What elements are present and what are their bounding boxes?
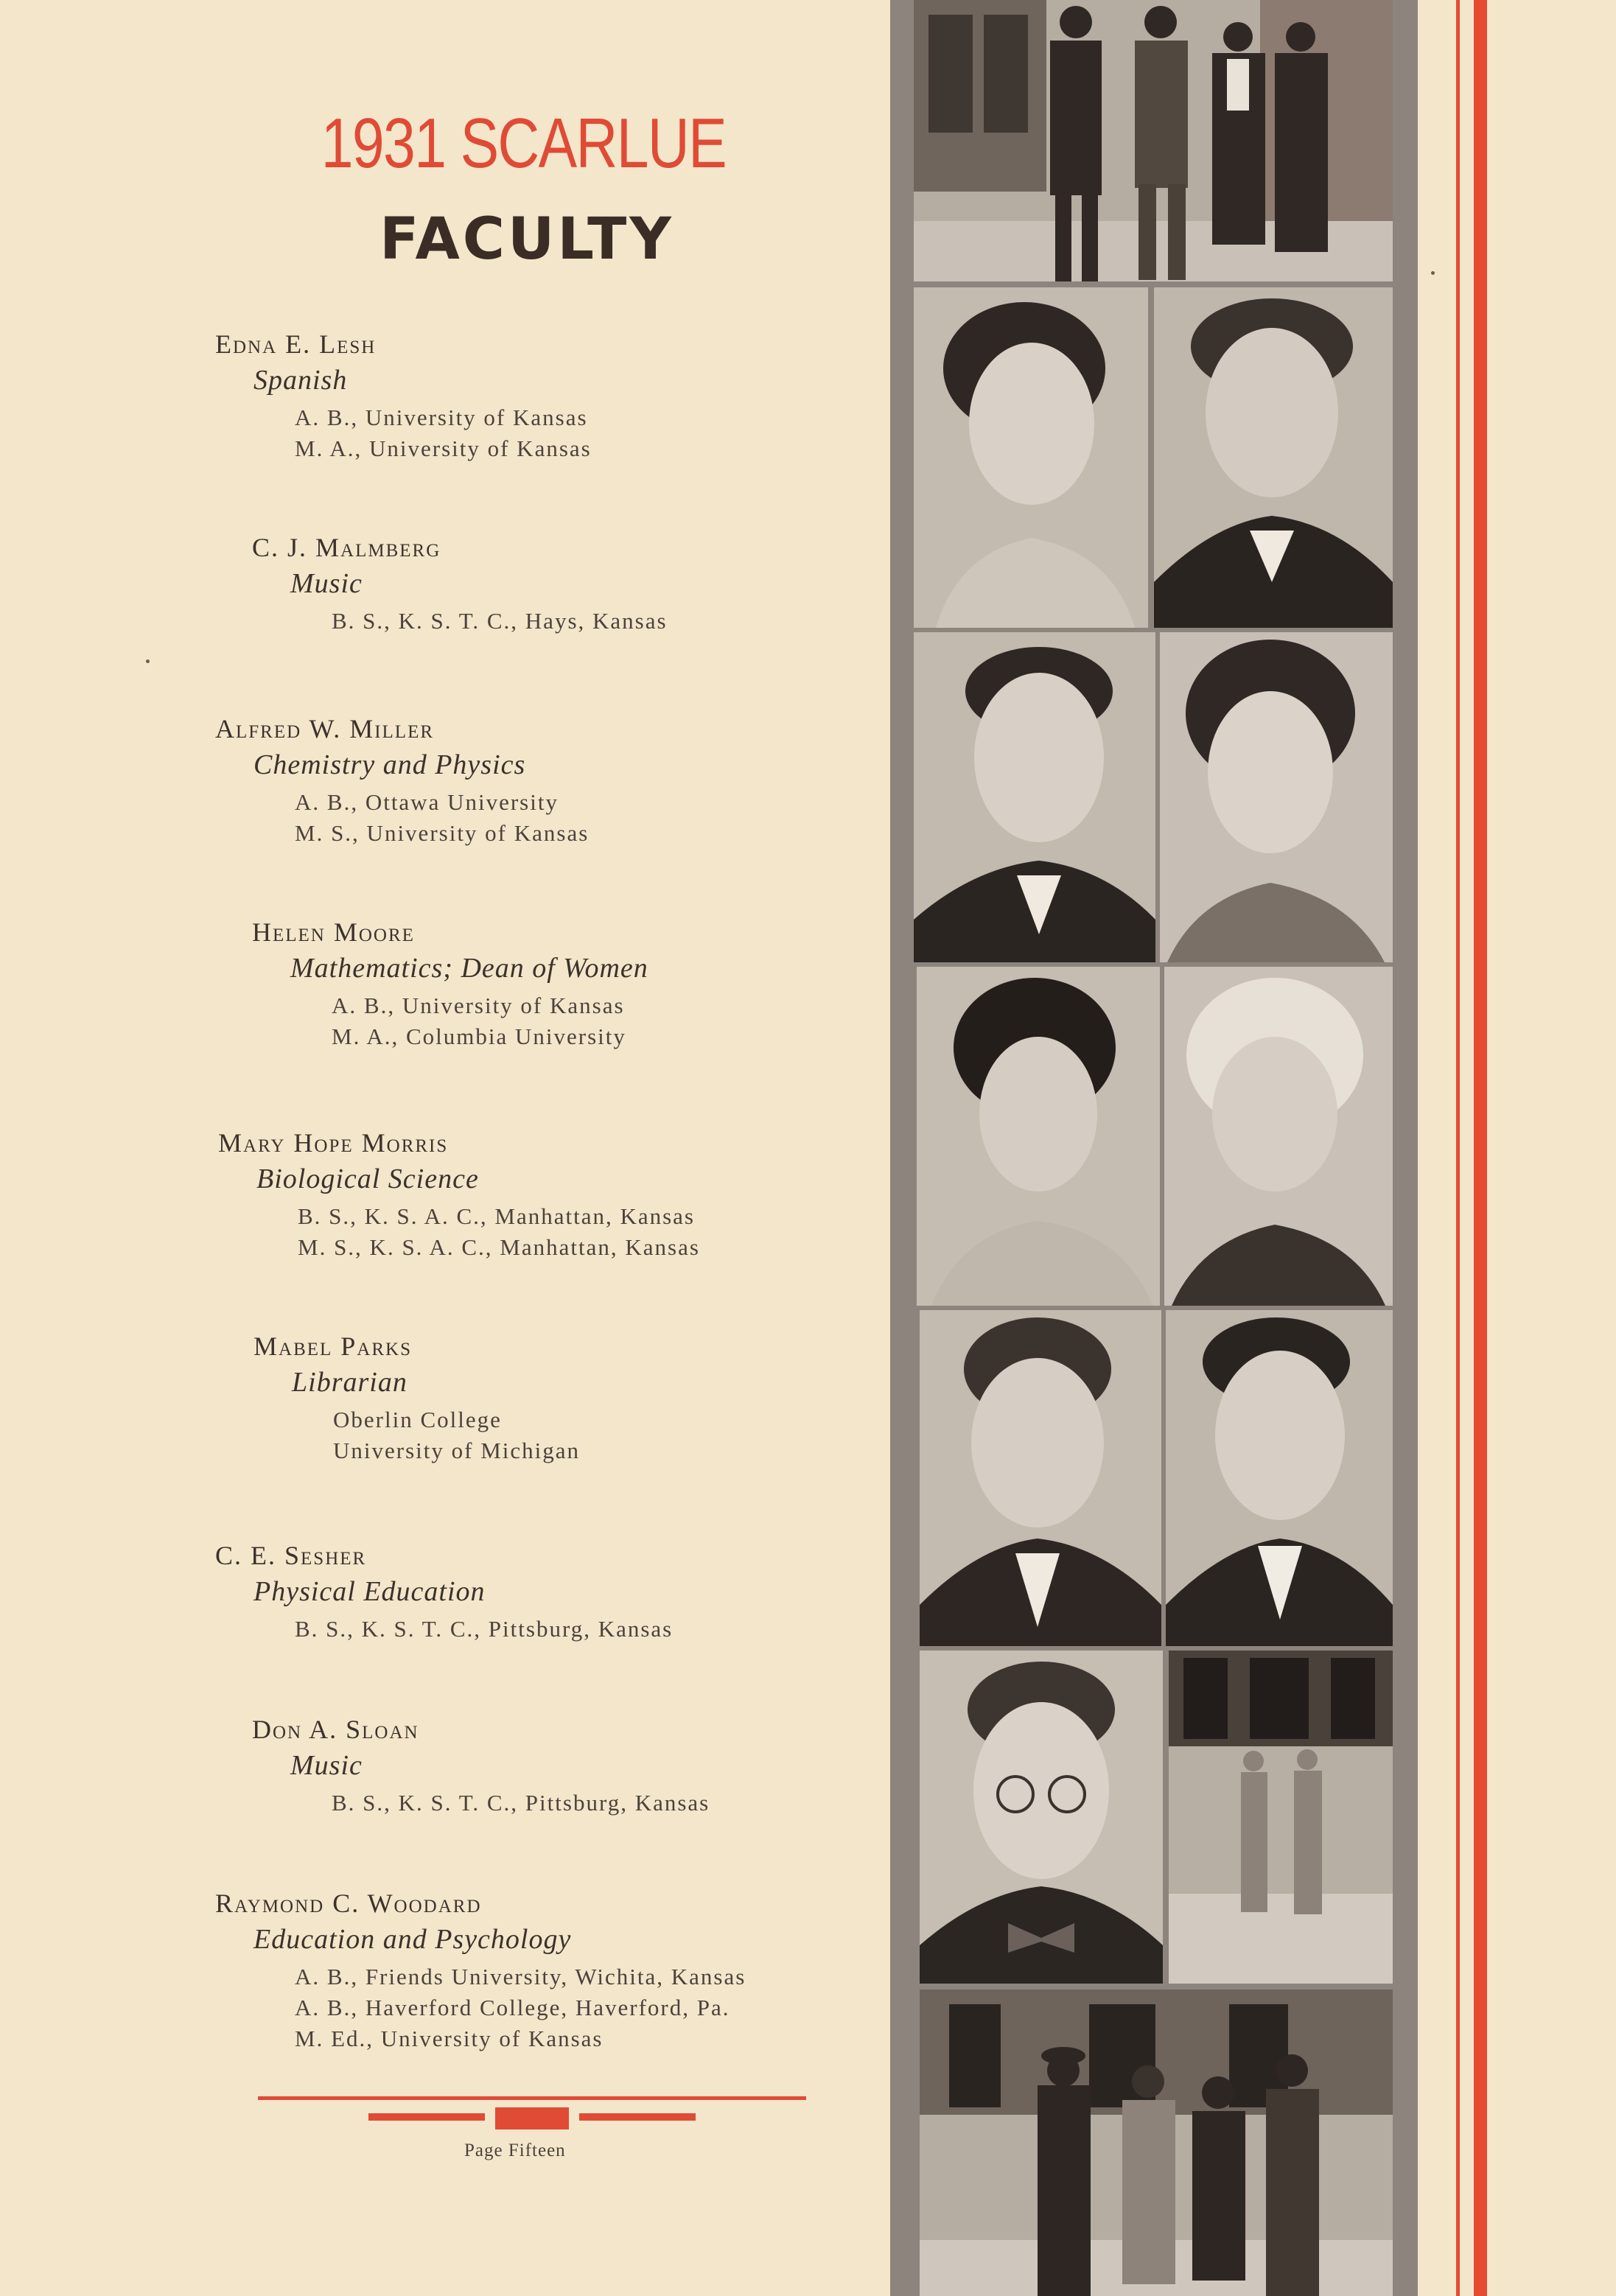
faculty-subject: Education and Psychology <box>253 1924 572 1955</box>
faculty-name: Mary Hope Morris <box>218 1128 449 1158</box>
border-rule-thick <box>1474 0 1487 2296</box>
faculty-name: C. E. Sesher <box>215 1541 367 1570</box>
footer-ornament-center <box>495 2107 569 2129</box>
faculty-degree: A. B., University of Kansas <box>332 993 625 1018</box>
faculty-degree: A. B., Friends University, Wichita, Kansas <box>295 1964 746 1989</box>
group-photo <box>1169 1651 1393 1984</box>
portrait-photo <box>914 287 1148 628</box>
faculty-degree: B. S., K. S. T. C., Pittsburg, Kansas <box>295 1616 674 1642</box>
faculty-degree: Oberlin College <box>333 1407 502 1432</box>
footer-rule <box>258 2096 806 2100</box>
faculty-name: Raymond C. Woodard <box>215 1889 482 1918</box>
faculty-entry <box>215 713 589 849</box>
faculty-entry <box>252 917 648 1052</box>
faculty-degree: M. A., Columbia University <box>332 1023 626 1049</box>
portrait-photo <box>1154 287 1393 628</box>
faculty-name: Alfred W. Miller <box>215 714 435 743</box>
faculty-degree: A. B., Haverford College, Haverford, Pa. <box>295 1995 730 2020</box>
portrait-photo <box>920 1310 1161 1646</box>
faculty-entry <box>253 1331 580 1466</box>
faculty-subject: Spanish <box>253 365 348 396</box>
faculty-degree: A. B., Ottawa University <box>295 789 559 815</box>
faculty-degree: M. A., University of Kansas <box>295 435 592 461</box>
portrait-photo <box>914 632 1155 962</box>
photo-strip <box>890 0 1418 2296</box>
print-speck <box>1431 271 1435 275</box>
faculty-entry <box>252 532 668 637</box>
faculty-degree: M. S., K. S. A. C., Manhattan, Kansas <box>298 1234 700 1260</box>
faculty-entry <box>215 1888 746 2054</box>
portrait-photo <box>1164 967 1393 1306</box>
faculty-name: C. J. Malmberg <box>252 533 441 562</box>
footer-ornament-right <box>579 2113 696 2121</box>
faculty-name: Don A. Sloan <box>252 1715 419 1744</box>
portrait-photo <box>1166 1310 1393 1646</box>
faculty-entry <box>218 1127 700 1263</box>
faculty-degree: B. S., K. S. T. C., Pittsburg, Kansas <box>332 1790 710 1816</box>
faculty-degree: M. S., University of Kansas <box>295 820 590 846</box>
faculty-subject: Biological Science <box>256 1163 479 1194</box>
yearbook-title: 1931 SCARLUE <box>321 104 726 183</box>
faculty-subject: Music <box>290 1750 363 1781</box>
faculty-name: Mabel Parks <box>253 1331 412 1361</box>
border-rule-thin <box>1456 0 1460 2296</box>
group-photo <box>914 0 1393 281</box>
footer-ornament-left <box>368 2113 485 2121</box>
faculty-subject: Physical Education <box>253 1576 486 1607</box>
faculty-degree: B. S., K. S. A. C., Manhattan, Kansas <box>298 1203 695 1229</box>
faculty-subject: Music <box>290 568 363 599</box>
portrait-photo <box>920 1651 1163 1984</box>
portrait-photo <box>917 967 1160 1306</box>
faculty-degree: M. Ed., University of Kansas <box>295 2026 604 2051</box>
faculty-subject: Librarian <box>292 1367 408 1398</box>
faculty-entry <box>252 1714 710 1819</box>
faculty-name: Helen Moore <box>252 917 415 947</box>
page-number: Page Fifteen <box>464 2141 566 2160</box>
faculty-name: Edna E. Lesh <box>215 329 377 359</box>
faculty-entry <box>215 1540 673 1645</box>
section-title: FACULTY <box>379 206 674 273</box>
faculty-subject: Chemistry and Physics <box>253 749 526 780</box>
print-speck <box>146 659 150 663</box>
faculty-degree: University of Michigan <box>333 1438 581 1463</box>
faculty-subject: Mathematics; Dean of Women <box>290 953 648 984</box>
group-photo <box>920 1989 1393 2296</box>
faculty-degree: B. S., K. S. T. C., Hays, Kansas <box>332 608 668 634</box>
portrait-photo <box>1160 632 1393 962</box>
faculty-entry <box>215 329 592 464</box>
faculty-degree: A. B., University of Kansas <box>295 405 588 430</box>
